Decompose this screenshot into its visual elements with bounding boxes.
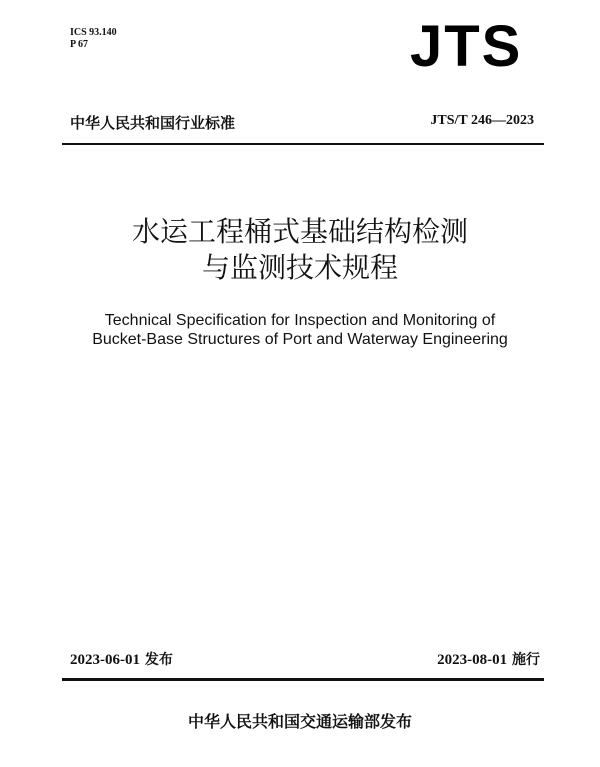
- issue-date: 2023-06-01: [70, 652, 140, 668]
- standard-code: JTS/T 246—2023: [430, 113, 534, 128]
- implement-date: 2023-08-01: [437, 652, 508, 668]
- ccs-code: P 67: [70, 39, 89, 50]
- title-english: [0, 311, 600, 349]
- classification-block: [70, 27, 117, 51]
- title-chinese: [0, 214, 600, 286]
- title-chinese-line-1: 水运工程桶式基础结构检测: [131, 215, 468, 248]
- issue-date-block: [70, 649, 173, 669]
- header-divider: [62, 143, 544, 145]
- title-english-line-1: Technical Specification for Inspection and Monitoring of: [104, 312, 496, 329]
- ics-code: ICS 93.140: [70, 27, 117, 38]
- implement-date-block: [437, 649, 540, 669]
- issue-label: 发布: [144, 652, 173, 668]
- standard-type: 中华人民共和国行业标准: [70, 114, 236, 132]
- footer-divider: [62, 678, 544, 681]
- title-english-line-2: Bucket-Base Structures of Port and Waterway Engineering: [92, 331, 508, 348]
- publisher: 中华人民共和国交通运输部发布: [187, 712, 412, 731]
- implement-label: 施行: [512, 652, 540, 668]
- jts-logo: JTS: [410, 14, 523, 79]
- title-chinese-line-2: 与监测技术规程: [201, 251, 398, 284]
